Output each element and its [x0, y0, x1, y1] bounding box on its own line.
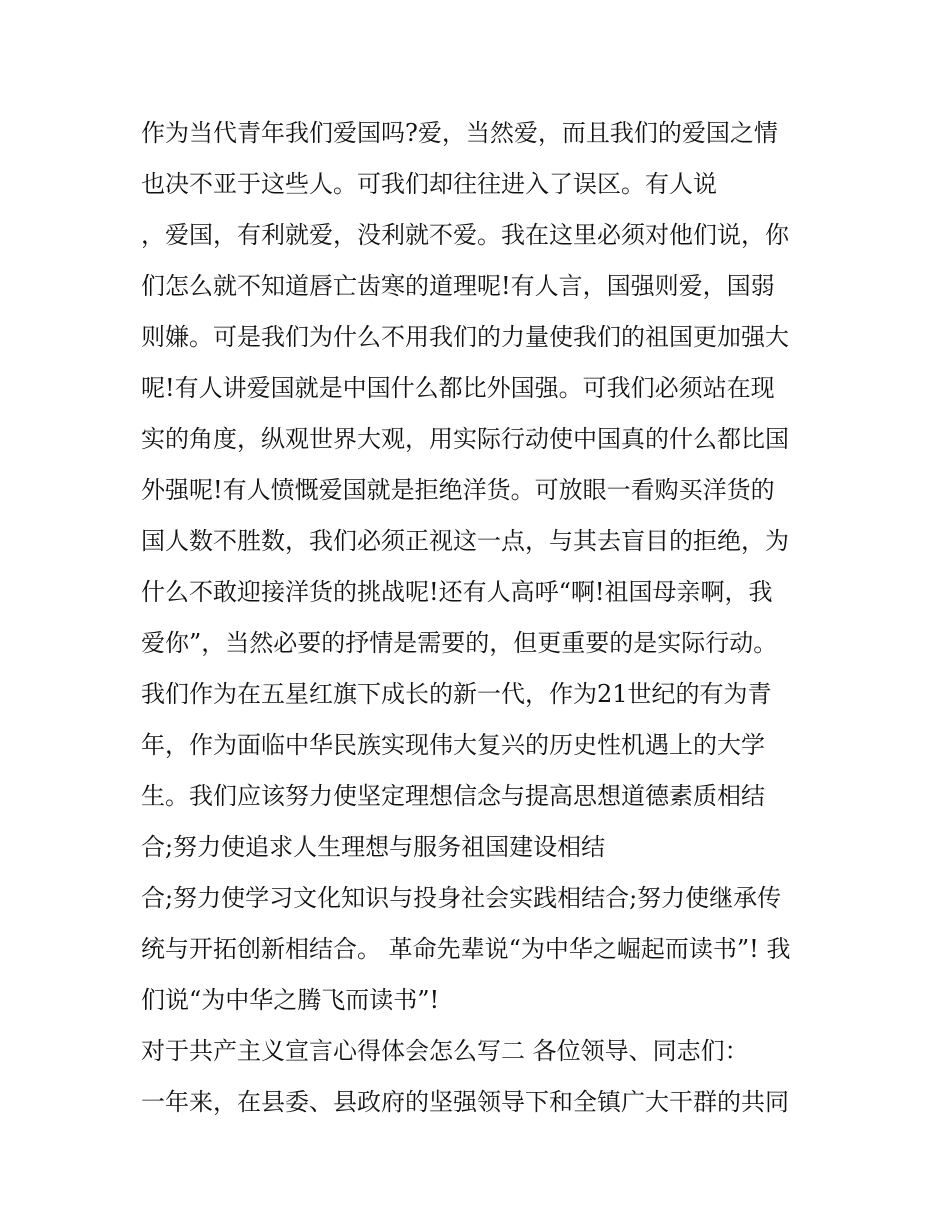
text-line: 国人数不胜数，我们必须正视这一点，与其去盲目的拒绝，为 — [141, 527, 789, 555]
text-line: 我们作为在五星红旗下成长的新一代，作为21世纪的有为青 — [141, 680, 772, 708]
text-line: 生。我们应该努力使坚定理想信念与提高思想道德素质相结 — [141, 782, 765, 810]
section-heading-line: 对于共产主义宣言心得体会怎么写二 各位领导、同志们： — [141, 1037, 749, 1065]
text-line: 年，作为面临中华民族实现伟大复兴的历史性机遇上的大学 — [141, 731, 765, 759]
text-line: 合;努力使学习文化知识与投身社会实践相结合;努力使继承传 — [141, 884, 782, 912]
text-line: 什么不敢迎接洋货的挑战呢!还有人高呼“啊!祖国母亲啊，我 — [141, 578, 773, 606]
text-line: 外强呢!有人愤慨爱国就是拒绝洋货。可放眼一看购买洋货的 — [141, 476, 775, 504]
text-line: 实的角度，纵观世界大观，用实际行动使中国真的什么都比国 — [141, 425, 789, 453]
body-text — [141, 108, 841, 1128]
text-line: 作为当代青年我们爱国吗?爱，当然爱，而且我们的爱国之情 — [141, 119, 778, 147]
text-line: 们说“为中华之腾飞而读书”! — [141, 986, 440, 1014]
text-line: 则嫌。可是我们为什么不用我们的力量使我们的祖国更加强大 — [141, 323, 789, 351]
text-line: ，爱国，有利就爱，没利就不爱。我在这里必须对他们说，你 — [141, 221, 789, 249]
text-line: 合;努力使追求人生理想与服务祖国建设相结 — [141, 833, 606, 861]
text-line: 们怎么就不知道唇亡齿寒的道理呢!有人言，国强则爱，国弱 — [141, 272, 775, 300]
text-line: 呢!有人讲爱国就是中国什么都比外国强。可我们必须站在现 — [141, 374, 775, 402]
text-line: 爱你”，当然必要的抒情是需要的，但更重要的是实际行动。 — [141, 629, 778, 657]
text-line: 也决不亚于这些人。可我们却往往进入了误区。有人说 — [141, 170, 717, 198]
text-line: 一年来，在县委、县政府的坚强领导下和全镇广大干群的共同 — [141, 1088, 789, 1116]
text-line: 统与开拓创新相结合。 革命先辈说“为中华之崛起而读书”! 我 — [141, 935, 791, 963]
